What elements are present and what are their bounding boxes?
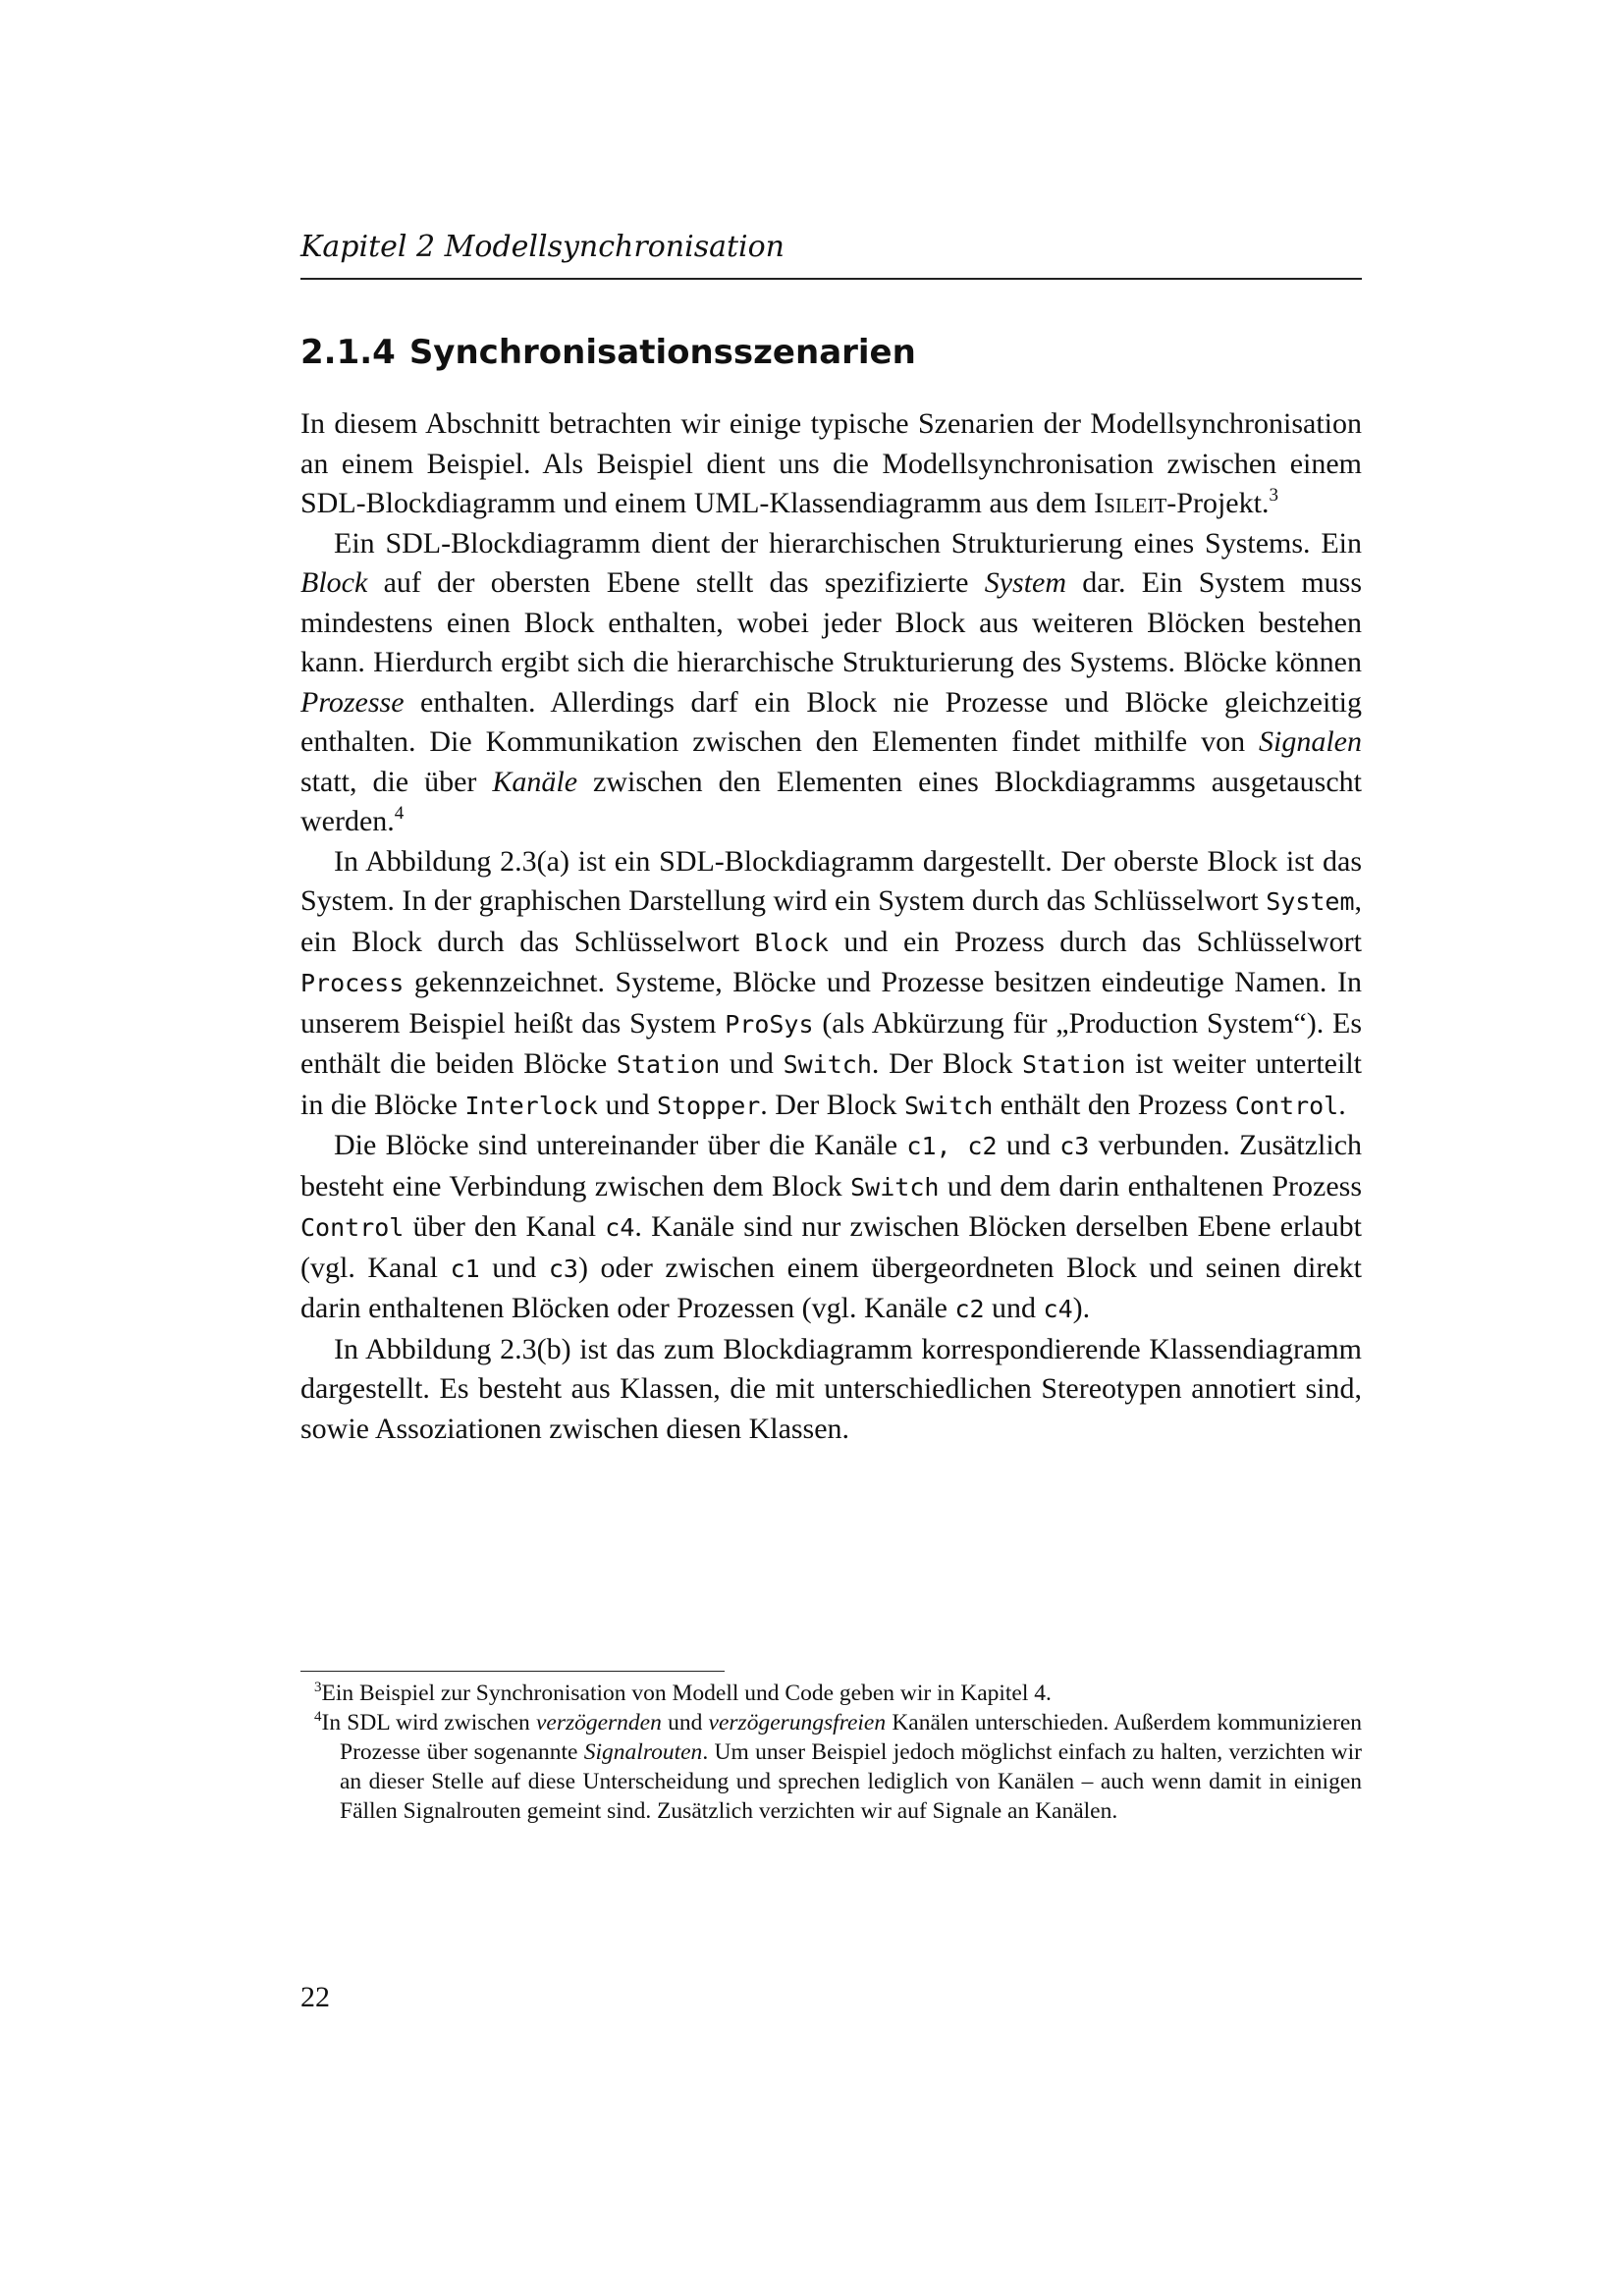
footnote-mark: 4 [314, 1709, 322, 1725]
term-kanaele: Kanäle [492, 765, 578, 798]
code-c4: c4 [605, 1213, 635, 1242]
code-process: Process [300, 969, 405, 997]
running-header: Kapitel 2 Modellsynchronisation [300, 230, 785, 264]
paragraph-3: In Abbildung 2.3(a) ist ein SDL-Blockdiagramm dargestellt. Der oberste Block ist das System. In der graphischen Darstellung wird ein System durch das Schlüsselwort System, ein Block durch das Schlüsselwort Block und ein Prozess durch das Schlüsselwort Process gekennzeichnet. Systeme, Blöcke und Prozesse besitzen eindeutige Namen. In unserem Beispiel heißt das System ProSys (als Abkürzung für „Production System“). Es enthält die beiden Blöcke Station und Switch. Der Block Station ist weiter unterteilt in die Blöcke Interlock und Stopper. Der Block Switch enthält den Prozess Control. [300, 844, 1362, 1121]
isileit-name: Isileit [1094, 487, 1167, 519]
code-system: System [1266, 887, 1355, 916]
code-c4: c4 [1043, 1295, 1073, 1323]
section-heading [300, 333, 916, 372]
term-signalen: Signalen [1259, 725, 1362, 758]
term-block: Block [300, 566, 368, 599]
paragraph-2: Ein SDL-Blockdiagramm dient der hierarchischen Strukturierung eines Systems. Ein Block auf der obersten Ebene stellt das spezifizierte System dar. Ein System muss mindestens einen Block enthalten, wobei jeder Block aus weiteren Blöcken bestehen kann. Hierdurch ergibt sich die hierarchische Strukturierung des Systems. Blöcke können Prozesse enthalten. Allerdings darf ein Block nie Prozesse und Blöcke gleichzeitig enthalten. Die Kommunikation zwischen den Elementen findet mithilfe von Signalen statt, die über Kanäle zwischen den Elementen eines Blockdiagramms ausgetauscht werden.$^4$ [300, 526, 1363, 837]
term-system: System [984, 566, 1067, 599]
code-c2: c2 [954, 1295, 985, 1323]
code-station: Station [1022, 1050, 1126, 1079]
footnote-rule [300, 1671, 725, 1672]
paragraph-1: In diesem Abschnitt betrachten wir einige typische Szenarien der Modellsynchronisation an einem Beispiel. Als Beispiel dient uns die Modellsynchronisation zwischen einem SDL-Blockdiagramm und einem UML-Klassendiagramm aus dem Isileit-Projekt.$^3$ [300, 407, 1362, 519]
code-interlock: Interlock [464, 1091, 598, 1120]
code-control: Control [300, 1213, 405, 1242]
body-text [300, 404, 1362, 1449]
code-switch: Switch [850, 1172, 940, 1201]
code-switch: Switch [783, 1050, 872, 1079]
footnote-4: $^4$In SDL wird zwischen verzögernden und verzögerungsfreien Kanälen unterschieden. Außerdem kommunizieren Prozesse über sogenannte Signalrouten. Um unser Beispiel jedoch möglichst einfach zu halten, verzichten wir an dieser Stelle auf diese Unterscheidung und sprechen lediglich von Kanälen – auch wenn damit in einigen Fällen Signalrouten gemeint sind. Zusätzlich verzichten wir auf Signale an Kanälen. [314, 1709, 1362, 1824]
section-title: Synchronisationsszenarien [408, 333, 916, 372]
term-verzoegernden: verzögernden [535, 1710, 662, 1735]
term-signalrouten: Signalrouten [583, 1739, 703, 1765]
code-c3: c3 [548, 1254, 578, 1283]
paragraph-4: Die Blöcke sind untereinander über die Kanäle c1, c2 und c3 verbunden. Zusätzlich besteht eine Verbindung zwischen dem Block Switch und dem darin enthaltenen Prozess Control über den Kanal c4. Kanäle sind nur zwischen Blöcken derselben Ebene erlaubt (vgl. Kanal c1 und c3) oder zwischen einem übergeordneten Block und seinen direkt darin enthaltenen Blöcken oder Prozessen (vgl. Kanäle c2 und c4). [300, 1129, 1363, 1324]
term-prozesse: Prozesse [300, 685, 405, 719]
footnote-mark: 3 [314, 1680, 322, 1695]
section-number: 2.1.4 [300, 333, 396, 372]
code-stopper: Stopper [656, 1091, 761, 1120]
term-verzoegerungsfreien: verzögerungsfreien [708, 1710, 887, 1735]
code-control: Control [1234, 1091, 1339, 1120]
code-c1: c1 [450, 1254, 480, 1283]
code-prosys: ProSys [725, 1009, 814, 1039]
code-block: Block [754, 928, 829, 957]
footnotes [300, 1679, 1362, 1826]
paragraph-5: In Abbildung 2.3(b) ist das zum Blockdiagramm korrespondierende Klassendiagramm dargestellt. Es besteht aus Klassen, die mit unterschiedlichen Stereotypen annotiert sind, sowie Assoziationen zwischen diesen Klassen. [300, 1332, 1362, 1445]
code-station: Station [616, 1050, 721, 1079]
footnote-ref-4: 4 [394, 803, 405, 824]
header-rule [300, 278, 1362, 280]
page-number: 22 [300, 1981, 330, 2013]
code-switch: Switch [903, 1091, 994, 1120]
footnote-3: $^3$Ein Beispiel zur Synchronisation von Modell und Code geben wir in Kapitel 4. [314, 1680, 1052, 1706]
code-c3: c3 [1059, 1132, 1090, 1160]
footnote-ref-3: 3 [1269, 485, 1278, 506]
code-c1-c2: c1, c2 [906, 1132, 998, 1160]
